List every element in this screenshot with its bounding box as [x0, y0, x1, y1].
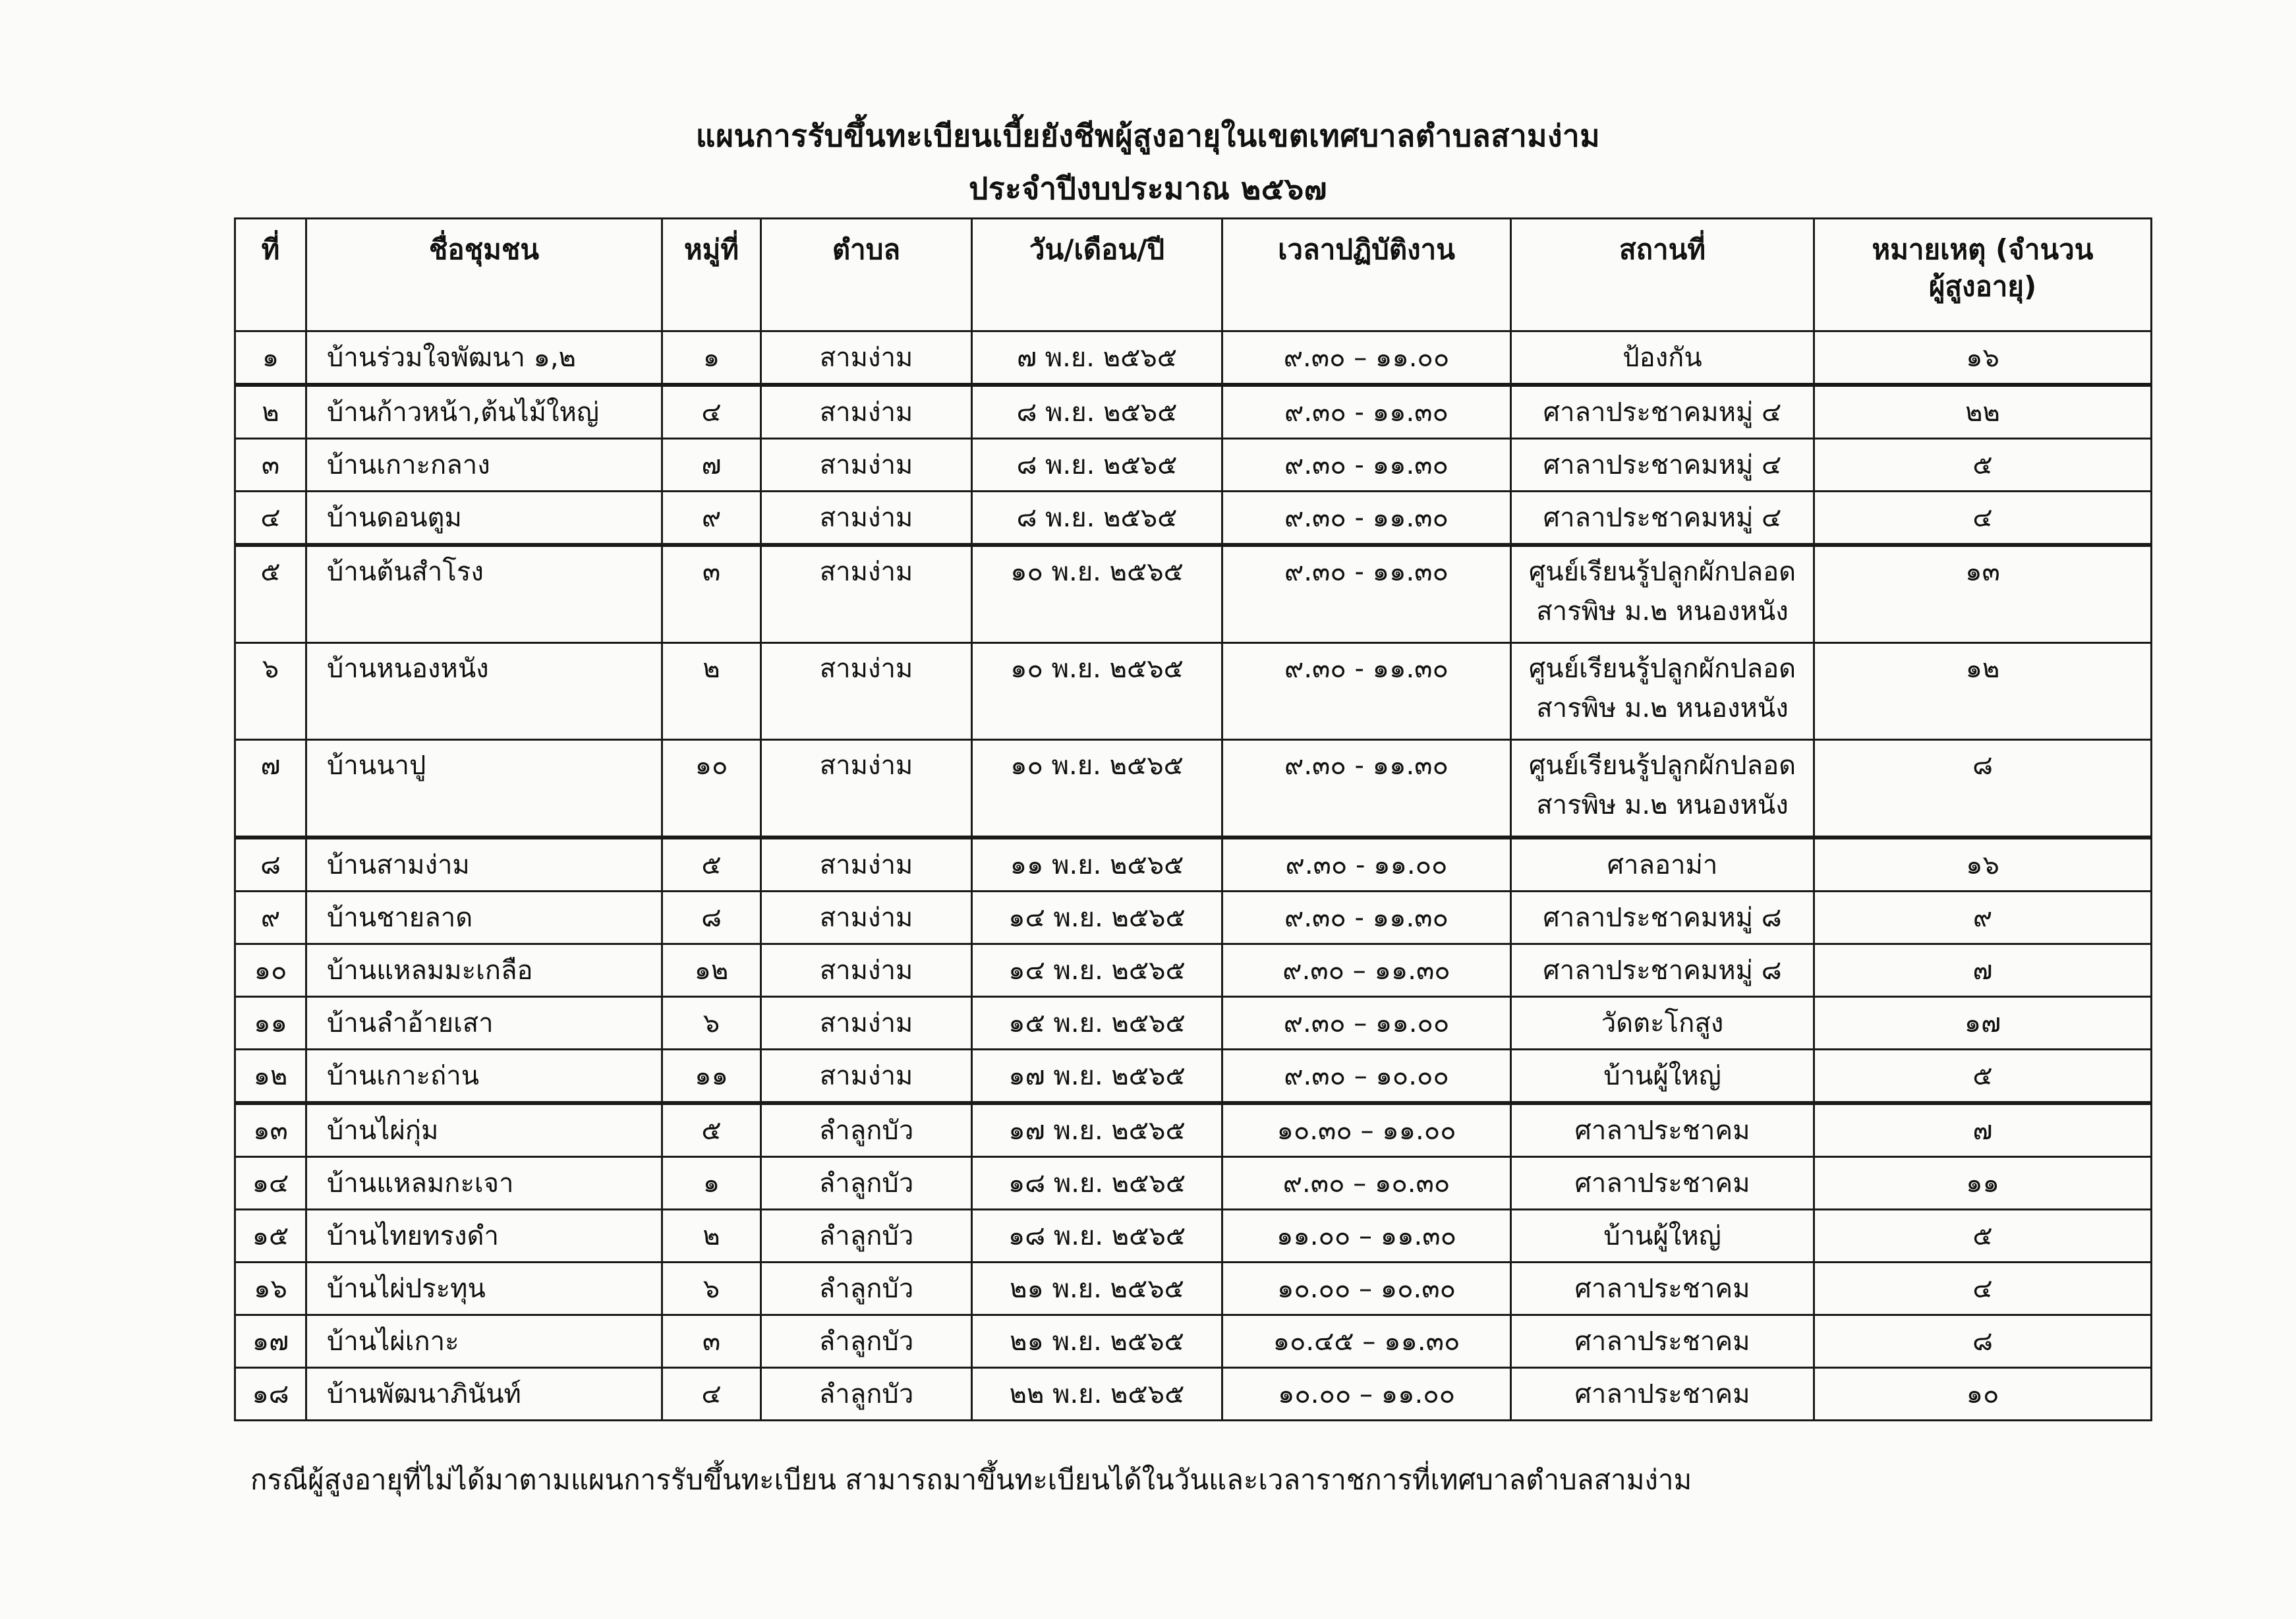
cell-tambon: ลำลูกบัว — [761, 1103, 972, 1157]
cell-date: ๑๘ พ.ย. ๒๕๖๕ — [972, 1210, 1222, 1263]
cell-tambon: ลำลูกบัว — [761, 1315, 972, 1368]
cell-place — [1511, 331, 1814, 385]
header-community: ชื่อชุมชน — [306, 219, 662, 331]
cell-date: ๑๐ พ.ย. ๒๕๖๕ — [972, 740, 1222, 838]
place-line-1: ศาลาประชาคม — [1574, 1168, 1750, 1199]
table-row — [235, 1368, 2152, 1421]
cell-no: ๑๐ — [235, 944, 306, 997]
cell-place — [1511, 838, 1814, 892]
cell-community: บ้านต้นสำโรง — [306, 545, 662, 643]
cell-community: บ้านพัฒนาภินันท์ — [306, 1368, 662, 1421]
place-line-1: ศูนย์เรียนรู้ปลูกผักปลอด — [1528, 557, 1796, 587]
cell-community: บ้านแหลมกะเจา — [306, 1157, 662, 1210]
cell-community: บ้านชายลาด — [306, 892, 662, 944]
cell-place — [1511, 1210, 1814, 1263]
cell-community: บ้านลำอ้ายเสา — [306, 997, 662, 1050]
cell-place — [1511, 1263, 1814, 1315]
table-row — [235, 1103, 2152, 1157]
place-line-1: ศูนย์เรียนรู้ปลูกผักปลอด — [1528, 751, 1796, 781]
place-line-1: ป้องกัน — [1622, 342, 1702, 373]
cell-place — [1511, 1157, 1814, 1210]
header-remark — [1814, 219, 2152, 331]
cell-no: ๑ — [235, 331, 306, 385]
cell-date: ๑๗ พ.ย. ๒๕๖๕ — [972, 1050, 1222, 1104]
place-line-1: ศาลาประชาคมหมู่ ๘ — [1543, 955, 1782, 986]
cell-tambon: สามง่าม — [761, 643, 972, 740]
cell-date: ๑๐ พ.ย. ๒๕๖๕ — [972, 545, 1222, 643]
cell-moo: ๒ — [662, 643, 761, 740]
cell-time: ๙.๓๐ – ๑๑.๐๐ — [1222, 997, 1511, 1050]
table-row — [235, 492, 2152, 546]
table-row — [235, 1050, 2152, 1104]
place-line-1: ศาลาประชาคม — [1574, 1378, 1750, 1409]
cell-community: บ้านไทยทรงดำ — [306, 1210, 662, 1263]
cell-no: ๔ — [235, 492, 306, 546]
registration-schedule-table — [234, 217, 2152, 1421]
cell-count: ๕ — [1814, 1210, 2152, 1263]
cell-place — [1511, 1315, 1814, 1368]
document-subtitle: ประจำปีงบประมาณ ๒๕๖๗ — [969, 171, 1327, 206]
table-row — [235, 439, 2152, 492]
cell-count: ๑๗ — [1814, 997, 2152, 1050]
cell-moo: ๑ — [662, 331, 761, 385]
header-no: ที่ — [235, 219, 306, 331]
table-row — [235, 892, 2152, 944]
cell-count: ๔ — [1814, 1263, 2152, 1315]
cell-time: ๙.๓๐ – ๑๐.๓๐ — [1222, 1157, 1511, 1210]
header-remark-line2: ผู้สูงอายุ) — [1928, 270, 2037, 302]
cell-time: ๙.๓๐ - ๑๑.๓๐ — [1222, 740, 1511, 838]
cell-tambon: สามง่าม — [761, 892, 972, 944]
place-line-1: ศาลาประชาคม — [1574, 1273, 1750, 1304]
cell-tambon: สามง่าม — [761, 385, 972, 439]
table-row — [235, 385, 2152, 439]
cell-tambon: สามง่าม — [761, 492, 972, 546]
header-date: วัน/เดือน/ปี — [972, 219, 1222, 331]
cell-date: ๗ พ.ย. ๒๕๖๕ — [972, 331, 1222, 385]
cell-place — [1511, 385, 1814, 439]
cell-count: ๘ — [1814, 740, 2152, 838]
cell-community: บ้านไผ่กุ่ม — [306, 1103, 662, 1157]
place-line-1: ศาลอาม่า — [1607, 849, 1718, 880]
header-time: เวลาปฏิบัติงาน — [1222, 219, 1511, 331]
table-row — [235, 331, 2152, 385]
cell-date: ๑๗ พ.ย. ๒๕๖๕ — [972, 1103, 1222, 1157]
header-tambon: ตำบล — [761, 219, 972, 331]
footnote: กรณีผู้สูงอายุที่ไม่ได้มาตามแผนการรับขึ้นทะเบียน สามารถมาขึ้นทะเบียนได้ในวันและเวลาราชการที่เทศบาลตำบลสามง่าม — [250, 1463, 1692, 1496]
cell-moo: ๙ — [662, 492, 761, 546]
document-title: แผนการรับขึ้นทะเบียนเบี้ยยังชีพผู้สูงอายุในเขตเทศบาลตำบลสามง่าม — [695, 118, 1601, 154]
cell-community: บ้านก้าวหน้า,ต้นไม้ใหญ่ — [306, 385, 662, 439]
cell-time: ๑๐.๔๕ – ๑๑.๓๐ — [1222, 1315, 1511, 1368]
table-header-row — [235, 219, 2152, 331]
table-row — [235, 740, 2152, 838]
place-line-1: ศาลาประชาคม — [1574, 1115, 1750, 1146]
cell-moo: ๘ — [662, 892, 761, 944]
place-line-1: บ้านผู้ใหญ่ — [1603, 1220, 1721, 1251]
cell-count: ๔ — [1814, 492, 2152, 546]
cell-count: ๕ — [1814, 439, 2152, 492]
cell-place — [1511, 1368, 1814, 1421]
cell-time: ๙.๓๐ - ๑๑.๓๐ — [1222, 545, 1511, 643]
table-row — [235, 997, 2152, 1050]
cell-community: บ้านแหลมมะเกลือ — [306, 944, 662, 997]
cell-date: ๑๕ พ.ย. ๒๕๖๕ — [972, 997, 1222, 1050]
cell-time: ๑๐.๐๐ – ๑๐.๓๐ — [1222, 1263, 1511, 1315]
cell-community: บ้านดอนตูม — [306, 492, 662, 546]
cell-no: ๑๒ — [235, 1050, 306, 1104]
place-line-1: ศูนย์เรียนรู้ปลูกผักปลอด — [1528, 654, 1796, 684]
cell-no: ๙ — [235, 892, 306, 944]
place-line-1: ศาลาประชาคมหมู่ ๔ — [1543, 397, 1782, 428]
header-place: สถานที่ — [1511, 219, 1814, 331]
cell-count: ๑๖ — [1814, 331, 2152, 385]
cell-moo: ๖ — [662, 1263, 761, 1315]
cell-time: ๙.๓๐ – ๑๐.๐๐ — [1222, 1050, 1511, 1104]
cell-count: ๙ — [1814, 892, 2152, 944]
table-row — [235, 1315, 2152, 1368]
cell-count: ๑๑ — [1814, 1157, 2152, 1210]
cell-no: ๖ — [235, 643, 306, 740]
cell-date: ๘ พ.ย. ๒๕๖๕ — [972, 439, 1222, 492]
cell-no: ๑๑ — [235, 997, 306, 1050]
cell-no: ๑๕ — [235, 1210, 306, 1263]
place-line-1: วัดตะโกสูง — [1601, 1008, 1724, 1038]
cell-no: ๑๔ — [235, 1157, 306, 1210]
cell-community: บ้านสามง่าม — [306, 838, 662, 892]
cell-date: ๒๑ พ.ย. ๒๕๖๕ — [972, 1263, 1222, 1315]
cell-community: บ้านนาปู — [306, 740, 662, 838]
cell-date: ๘ พ.ย. ๒๕๖๕ — [972, 492, 1222, 546]
cell-place — [1511, 997, 1814, 1050]
cell-time: ๙.๓๐ - ๑๑.๓๐ — [1222, 892, 1511, 944]
place-line-1: ศาลาประชาคมหมู่ ๘ — [1543, 902, 1782, 933]
header-remark-line1: หมายเหตุ (จำนวน — [1872, 233, 2094, 266]
cell-no: ๑๘ — [235, 1368, 306, 1421]
cell-count: ๘ — [1814, 1315, 2152, 1368]
cell-no: ๑๗ — [235, 1315, 306, 1368]
cell-tambon: สามง่าม — [761, 545, 972, 643]
cell-moo: ๕ — [662, 838, 761, 892]
cell-tambon: สามง่าม — [761, 944, 972, 997]
cell-place — [1511, 492, 1814, 546]
cell-community: บ้านเกาะถ่าน — [306, 1050, 662, 1104]
table-row — [235, 1263, 2152, 1315]
cell-time: ๙.๓๐ - ๑๑.๓๐ — [1222, 385, 1511, 439]
cell-place — [1511, 1050, 1814, 1104]
cell-no: ๓ — [235, 439, 306, 492]
cell-count: ๑๖ — [1814, 838, 2152, 892]
cell-count: ๑๐ — [1814, 1368, 2152, 1421]
cell-time: ๙.๓๐ - ๑๑.๓๐ — [1222, 643, 1511, 740]
cell-time: ๑๐.๐๐ – ๑๑.๐๐ — [1222, 1368, 1511, 1421]
cell-community: บ้านเกาะกลาง — [306, 439, 662, 492]
cell-count: ๗ — [1814, 944, 2152, 997]
place-line-1: บ้านผู้ใหญ่ — [1603, 1060, 1721, 1091]
cell-date: ๒๑ พ.ย. ๒๕๖๕ — [972, 1315, 1222, 1368]
cell-place — [1511, 643, 1814, 740]
cell-moo: ๑๐ — [662, 740, 761, 838]
table-row — [235, 1210, 2152, 1263]
cell-moo: ๓ — [662, 1315, 761, 1368]
cell-moo: ๗ — [662, 439, 761, 492]
cell-count: ๑๓ — [1814, 545, 2152, 643]
cell-moo: ๓ — [662, 545, 761, 643]
cell-time: ๑๑.๐๐ – ๑๑.๓๐ — [1222, 1210, 1511, 1263]
cell-time: ๙.๓๐ – ๑๑.๓๐ — [1222, 944, 1511, 997]
cell-date: ๑๐ พ.ย. ๒๕๖๕ — [972, 643, 1222, 740]
cell-tambon: สามง่าม — [761, 997, 972, 1050]
place-line-2: สารพิษ ม.๒ หนองหนัง — [1536, 693, 1789, 724]
cell-date: ๑๑ พ.ย. ๒๕๖๕ — [972, 838, 1222, 892]
cell-no: ๑๓ — [235, 1103, 306, 1157]
cell-tambon: ลำลูกบัว — [761, 1210, 972, 1263]
cell-community: บ้านหนองหนัง — [306, 643, 662, 740]
cell-time: ๙.๓๐ - ๑๑.๓๐ — [1222, 492, 1511, 546]
table-row — [235, 1157, 2152, 1210]
cell-tambon: ลำลูกบัว — [761, 1368, 972, 1421]
table-row — [235, 643, 2152, 740]
cell-count: ๗ — [1814, 1103, 2152, 1157]
cell-tambon: สามง่าม — [761, 740, 972, 838]
cell-place — [1511, 439, 1814, 492]
cell-tambon: สามง่าม — [761, 439, 972, 492]
cell-count: ๑๒ — [1814, 643, 2152, 740]
cell-time: ๙.๓๐ – ๑๑.๐๐ — [1222, 331, 1511, 385]
cell-place — [1511, 944, 1814, 997]
cell-tambon: สามง่าม — [761, 838, 972, 892]
header-moo: หมู่ที่ — [662, 219, 761, 331]
cell-moo: ๑๑ — [662, 1050, 761, 1104]
cell-time: ๙.๓๐ - ๑๑.๓๐ — [1222, 439, 1511, 492]
cell-no: ๕ — [235, 545, 306, 643]
cell-community: บ้านไผ่เกาะ — [306, 1315, 662, 1368]
cell-tambon: สามง่าม — [761, 331, 972, 385]
place-line-2: สารพิษ ม.๒ หนองหนัง — [1536, 596, 1789, 627]
cell-count: ๒๒ — [1814, 385, 2152, 439]
cell-no: ๒ — [235, 385, 306, 439]
cell-moo: ๔ — [662, 1368, 761, 1421]
cell-time: ๙.๓๐ - ๑๑.๐๐ — [1222, 838, 1511, 892]
place-line-1: ศาลาประชาคม — [1574, 1326, 1750, 1357]
cell-moo: ๖ — [662, 997, 761, 1050]
cell-tambon: ลำลูกบัว — [761, 1263, 972, 1315]
cell-count: ๕ — [1814, 1050, 2152, 1104]
table-row — [235, 545, 2152, 643]
cell-moo: ๑ — [662, 1157, 761, 1210]
cell-place — [1511, 740, 1814, 838]
cell-date: ๑๔ พ.ย. ๒๕๖๕ — [972, 892, 1222, 944]
cell-tambon: ลำลูกบัว — [761, 1157, 972, 1210]
cell-place — [1511, 892, 1814, 944]
place-line-1: ศาลาประชาคมหมู่ ๔ — [1543, 449, 1782, 480]
cell-no: ๘ — [235, 838, 306, 892]
cell-tambon: สามง่าม — [761, 1050, 972, 1104]
place-line-1: ศาลาประชาคมหมู่ ๔ — [1543, 502, 1782, 533]
cell-date: ๑๘ พ.ย. ๒๕๖๕ — [972, 1157, 1222, 1210]
cell-date: ๑๔ พ.ย. ๒๕๖๕ — [972, 944, 1222, 997]
cell-community: บ้านไผ่ประทุน — [306, 1263, 662, 1315]
cell-date: ๘ พ.ย. ๒๕๖๕ — [972, 385, 1222, 439]
cell-moo: ๕ — [662, 1103, 761, 1157]
cell-community: บ้านร่วมใจพัฒนา ๑,๒ — [306, 331, 662, 385]
cell-no: ๗ — [235, 740, 306, 838]
cell-moo: ๔ — [662, 385, 761, 439]
cell-date: ๒๒ พ.ย. ๒๕๖๕ — [972, 1368, 1222, 1421]
place-line-2: สารพิษ ม.๒ หนองหนัง — [1536, 790, 1789, 820]
table-row — [235, 838, 2152, 892]
table-body — [235, 331, 2152, 1421]
cell-moo: ๒ — [662, 1210, 761, 1263]
cell-no: ๑๖ — [235, 1263, 306, 1315]
cell-place — [1511, 1103, 1814, 1157]
cell-time: ๑๐.๓๐ – ๑๑.๐๐ — [1222, 1103, 1511, 1157]
cell-place — [1511, 545, 1814, 643]
table-row — [235, 944, 2152, 997]
cell-moo: ๑๒ — [662, 944, 761, 997]
